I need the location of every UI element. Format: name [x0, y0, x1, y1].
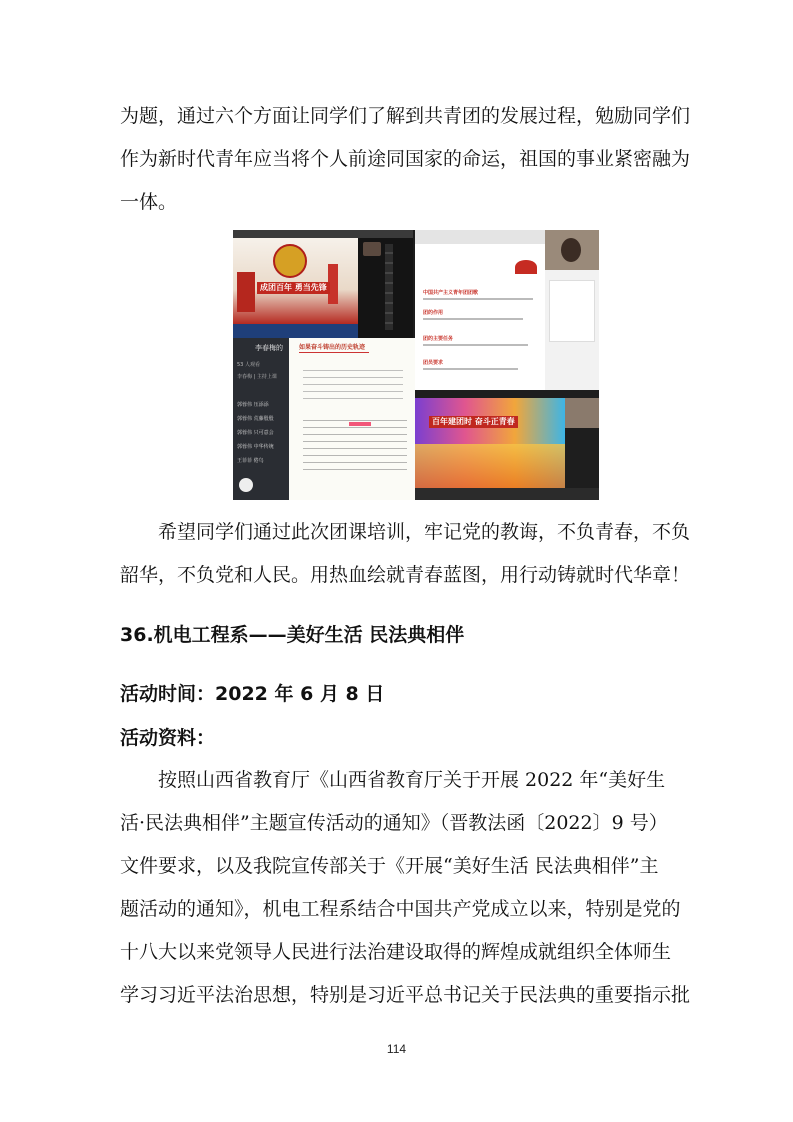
participant-1: 李春梅 | 主持上课: [237, 374, 277, 380]
paragraph3-line-4: 题活动的通知》，机电工程系结合中国共产党成立以来，特别是党的: [120, 898, 681, 920]
participant-6: 王菲菲 倦鸟: [237, 458, 264, 464]
slide-emblem-panel: [233, 230, 413, 338]
chat-bubble-icon[interactable]: [239, 478, 253, 492]
youth-league-emblem-icon: [273, 244, 307, 278]
participant-4: 郭蓉伟 只可意会: [237, 430, 274, 436]
slide2-item-2: 团的主要任务: [423, 336, 454, 342]
slide1-title: 成团百年 勇当先锋: [257, 282, 330, 294]
paragraph1-line-3: 一体。: [120, 191, 178, 213]
doc-heading: 如果奋斗铸出的历史轨迹: [299, 344, 366, 351]
activity-material-label: 活动资料：: [120, 727, 216, 749]
paragraph3-line-2: 活·民法典相伴”主题宣传活动的通知》（晋教法函〔2022〕9 号）: [120, 812, 668, 834]
participant-list-panel: [233, 338, 289, 500]
section-heading: 36.机电工程系——美好生活 民法典相伴: [120, 624, 465, 646]
paragraph1-line-2: 作为新时代青年应当将个人前途同国家的命运，祖国的事业紧密融为: [120, 148, 691, 170]
participant-5: 郭蓉伟 中华传统: [237, 444, 274, 450]
paragraph3-line-5: 十八大以来党领导人民进行法治建设取得的辉煌成就组织全体师生: [120, 941, 672, 963]
paragraph3-line-3: 文件要求，以及我院宣传部关于《开展“美好生活 民法典相伴”主: [120, 855, 659, 877]
webcam-thumbnail: [545, 230, 599, 270]
slide2-item-3: 团员要求: [423, 360, 444, 366]
slide-document-panel: [415, 230, 599, 390]
host-name: 李春梅的: [255, 344, 283, 352]
slide2-item-1: 团的作用: [423, 310, 444, 316]
online-lesson-screenshot-collage: [233, 230, 599, 500]
paragraph2-line-2: 韶华，不负党和人民。用热血绘就青春蓝图，用行动铸就时代华章！: [120, 564, 691, 586]
slide2-heading: 中国共产主义青年团团歌: [423, 290, 479, 296]
slide-youth-panel: [415, 390, 599, 500]
participant-2: 郭蓉伟 压添添: [237, 402, 269, 408]
handwritten-document-panel: [289, 338, 415, 500]
page-number: 114: [386, 1042, 407, 1056]
participant-3: 郭蓉伟 荒藤殷殷: [237, 416, 274, 422]
slide3-title: 百年建团时 奋斗正青春: [429, 416, 518, 428]
viewer-count: 53 人观看: [237, 362, 260, 368]
paragraph3-line-6: 学习习近平法治思想，特别是习近平总书记关于民法典的重要指示批: [120, 984, 691, 1006]
paragraph3-line-1: 按照山西省教育厅《山西省教育厅关于开展 2022 年“美好生: [158, 769, 666, 791]
paragraph1-line-1: 为题，通过六个方面让同学们了解到共青团的发展过程，勉励同学们: [120, 105, 691, 127]
activity-time: 活动时间：2022 年 6 月 8 日: [120, 683, 385, 705]
webcam-thumbnail-2: [565, 398, 599, 428]
paragraph2-line-1: 希望同学们通过此次团课培训，牢记党的教诲，不负青春，不负: [158, 521, 691, 543]
